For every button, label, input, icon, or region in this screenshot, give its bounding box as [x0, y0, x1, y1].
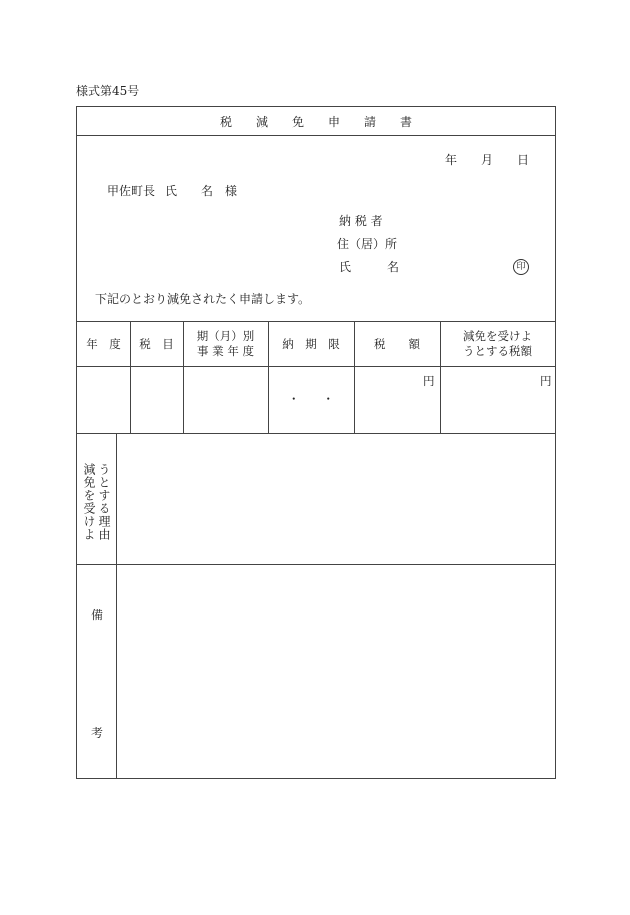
- date-day-label: 日: [517, 153, 530, 167]
- request-text: 下記のとおり減免されたく申請します。: [95, 292, 311, 306]
- header-due-date: 納 期 限: [282, 337, 340, 351]
- tax-table: [77, 321, 555, 434]
- reduction-reason-row: [77, 433, 555, 565]
- date-year-label: 年: [445, 153, 458, 167]
- header-period-line1: 期（月）別: [196, 329, 255, 343]
- reduction-unit: 円: [540, 374, 552, 388]
- address-label: 住（居）所: [337, 237, 398, 251]
- addressee-honorific: 様: [225, 184, 238, 198]
- addressee-mei: 名: [201, 184, 214, 198]
- column-divider: [354, 321, 355, 433]
- remarks-label-cell: [77, 564, 117, 778]
- remarks-label-bottom: 考: [91, 726, 104, 740]
- form-number: 様式第45号: [76, 84, 140, 98]
- form-title: 税減免申請書: [219, 115, 436, 129]
- title-row: [77, 107, 555, 136]
- reason-label-line2: うとする理由: [97, 463, 111, 541]
- remarks-label-top: 備: [91, 608, 104, 622]
- column-divider: [440, 321, 441, 433]
- remarks-row: [77, 564, 555, 778]
- column-divider: [268, 321, 269, 433]
- applicant-name-mei: 名: [387, 260, 400, 274]
- addressee-name: 甲佐町長: [107, 184, 156, 198]
- table-header-row: [77, 321, 555, 367]
- due-date-dots: ・ ・: [288, 392, 334, 406]
- taxpayer-label: 納 税 者: [339, 214, 383, 228]
- reason-label-line1: 減免を受けよ: [82, 463, 96, 541]
- header-reduction-line1: 減免を受けよ: [463, 329, 532, 343]
- applicant-name-shi: 氏: [339, 260, 352, 274]
- date-month-label: 月: [481, 153, 494, 167]
- header-tax-item: 税 目: [139, 337, 174, 351]
- column-divider: [183, 321, 184, 433]
- header-tax-amount: 税 額: [374, 337, 420, 351]
- header-period-line2: 事 業 年 度: [197, 344, 254, 358]
- column-divider: [130, 321, 131, 433]
- header-fiscal-year: 年 度: [86, 337, 121, 351]
- seal-mark: 印: [513, 259, 529, 275]
- addressee-shi: 氏: [165, 184, 178, 198]
- applicant-section: [77, 135, 555, 322]
- tax-reduction-form: [76, 106, 556, 779]
- reason-label-cell: [77, 433, 117, 564]
- tax-amount-unit: 円: [423, 374, 435, 388]
- header-reduction-line2: うとする税額: [463, 344, 532, 358]
